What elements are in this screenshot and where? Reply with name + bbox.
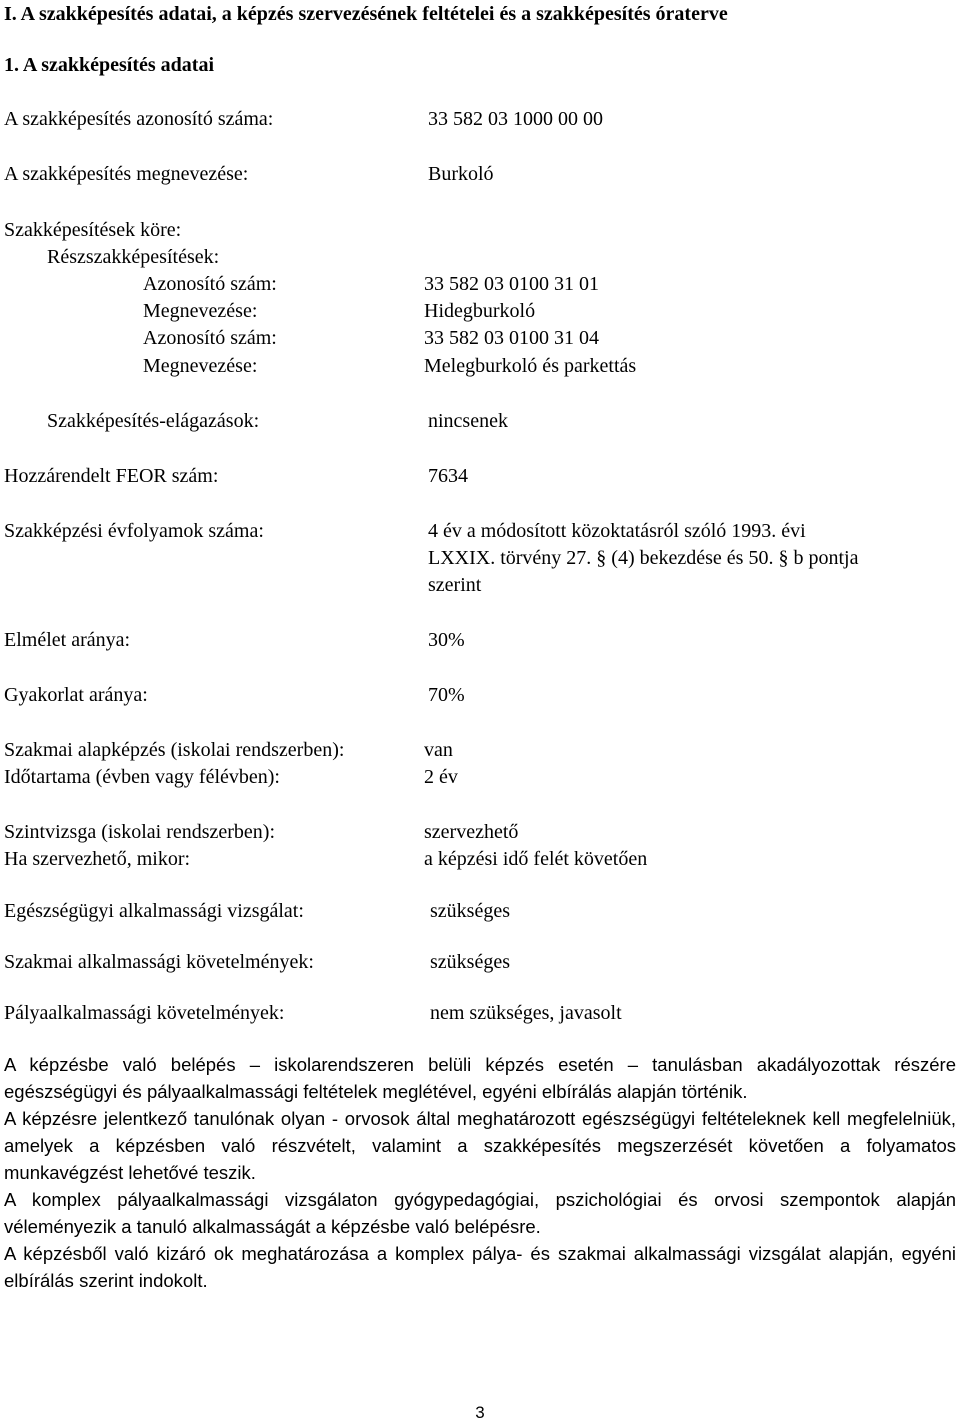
basic-training-label: Szakmai alapképzés (iskolai rendszerben):: [4, 739, 345, 761]
page-number: 3: [475, 1403, 485, 1422]
level-exam-label: Szintvizsga (iskolai rendszerben):: [4, 821, 276, 843]
document-heading: I. A szakképesítés adatai, a képzés szervezésének feltételei és a szakképesítés óraterve: [4, 3, 728, 25]
scope-label: Szakképesítések köre:: [4, 219, 182, 241]
theory-label: Elmélet aránya:: [4, 629, 131, 651]
feor-label: Hozzárendelt FEOR szám:: [4, 465, 219, 487]
paragraph-aptitude: A komplex pályaalkalmassági vizsgálaton gyógypedagógiai, pszichológiai és orvosi szempontok alapján véleményezik a tanuló alkalmasságát a képzésbe való belépésre.: [4, 1189, 956, 1237]
theory-value: 30%: [428, 629, 465, 651]
exam-when-value: a képzési idő felét követően: [424, 848, 648, 870]
feor-value: 7634: [428, 465, 468, 487]
duration-label: Időtartama (évben vagy félévben):: [4, 766, 280, 788]
professional-req-label: Szakmai alkalmassági követelmények:: [4, 951, 314, 973]
career-req-value: nem szükséges, javasolt: [430, 1002, 622, 1024]
health-check-value: szükséges: [430, 900, 510, 922]
career-req-label: Pályaalkalmassági követelmények:: [4, 1002, 285, 1024]
partial-2-name: Melegburkoló és parkettás: [424, 355, 637, 377]
partial-1-id: 33 582 03 0100 31 01: [424, 273, 599, 295]
partial-2-id: 33 582 03 0100 31 04: [424, 327, 599, 349]
exam-when-label: Ha szervezhető, mikor:: [4, 848, 191, 870]
partial-2-name-label: Megnevezése:: [143, 355, 258, 377]
branches-value: nincsenek: [428, 410, 508, 432]
professional-req-value: szükséges: [430, 951, 510, 973]
level-exam-value: szervezhető: [424, 821, 519, 843]
partial-1-name: Hidegburkoló: [424, 300, 536, 322]
duration-value: 2 év: [424, 766, 458, 788]
name-label: A szakképesítés megnevezése:: [4, 163, 249, 185]
paragraph-exclusion: A képzésből való kizáró ok meghatározása a komplex pálya- és szakmai alkalmassági vizsgálat alapján, egyéni elbírálás szerint indokolt.: [4, 1243, 956, 1291]
id-value: 33 582 03 1000 00 00: [428, 108, 603, 130]
practice-label: Gyakorlat aránya:: [4, 684, 148, 706]
partial-2-id-label: Azonosító szám:: [143, 327, 277, 349]
years-line-2: LXXIX. törvény 27. § (4) bekezdése és 50. § b pontja: [428, 547, 859, 569]
partial-1-name-label: Megnevezése:: [143, 300, 258, 322]
years-line-3: szerint: [428, 574, 482, 596]
basic-training-value: van: [424, 739, 453, 761]
years-label: Szakképzési évfolyamok száma:: [4, 520, 264, 542]
partial-1-id-label: Azonosító szám:: [143, 273, 277, 295]
health-check-label: Egészségügyi alkalmassági vizsgálat:: [4, 900, 304, 922]
name-value: Burkoló: [428, 163, 494, 185]
paragraph-health: A képzésre jelentkező tanulónak olyan - orvosok által meghatározott egészségügyi feltételeknek kell megfelelniük, amelyek a képzésben való részvételt, valamint a szakképesítés megszerzését követően a folyamatos munkavégzést lehetővé teszik.: [4, 1108, 956, 1183]
id-label: A szakképesítés azonosító száma:: [4, 108, 274, 130]
years-line-1: 4 év a módosított közoktatásról szóló 1993. évi: [428, 520, 806, 542]
partial-label: Részszakképesítések:: [47, 246, 220, 268]
section-subheading: 1. A szakképesítés adatai: [4, 54, 215, 76]
paragraph-entry: A képzésbe való belépés – iskolarendszeren belüli képzés esetén – tanulásban akadályozottak részére egészségügyi és pályaalkalmassági feltételek meglétével, egyéni elbírálás alapján történik.: [4, 1054, 956, 1102]
practice-value: 70%: [428, 684, 465, 706]
branches-label: Szakképesítés-elágazások:: [47, 410, 260, 432]
